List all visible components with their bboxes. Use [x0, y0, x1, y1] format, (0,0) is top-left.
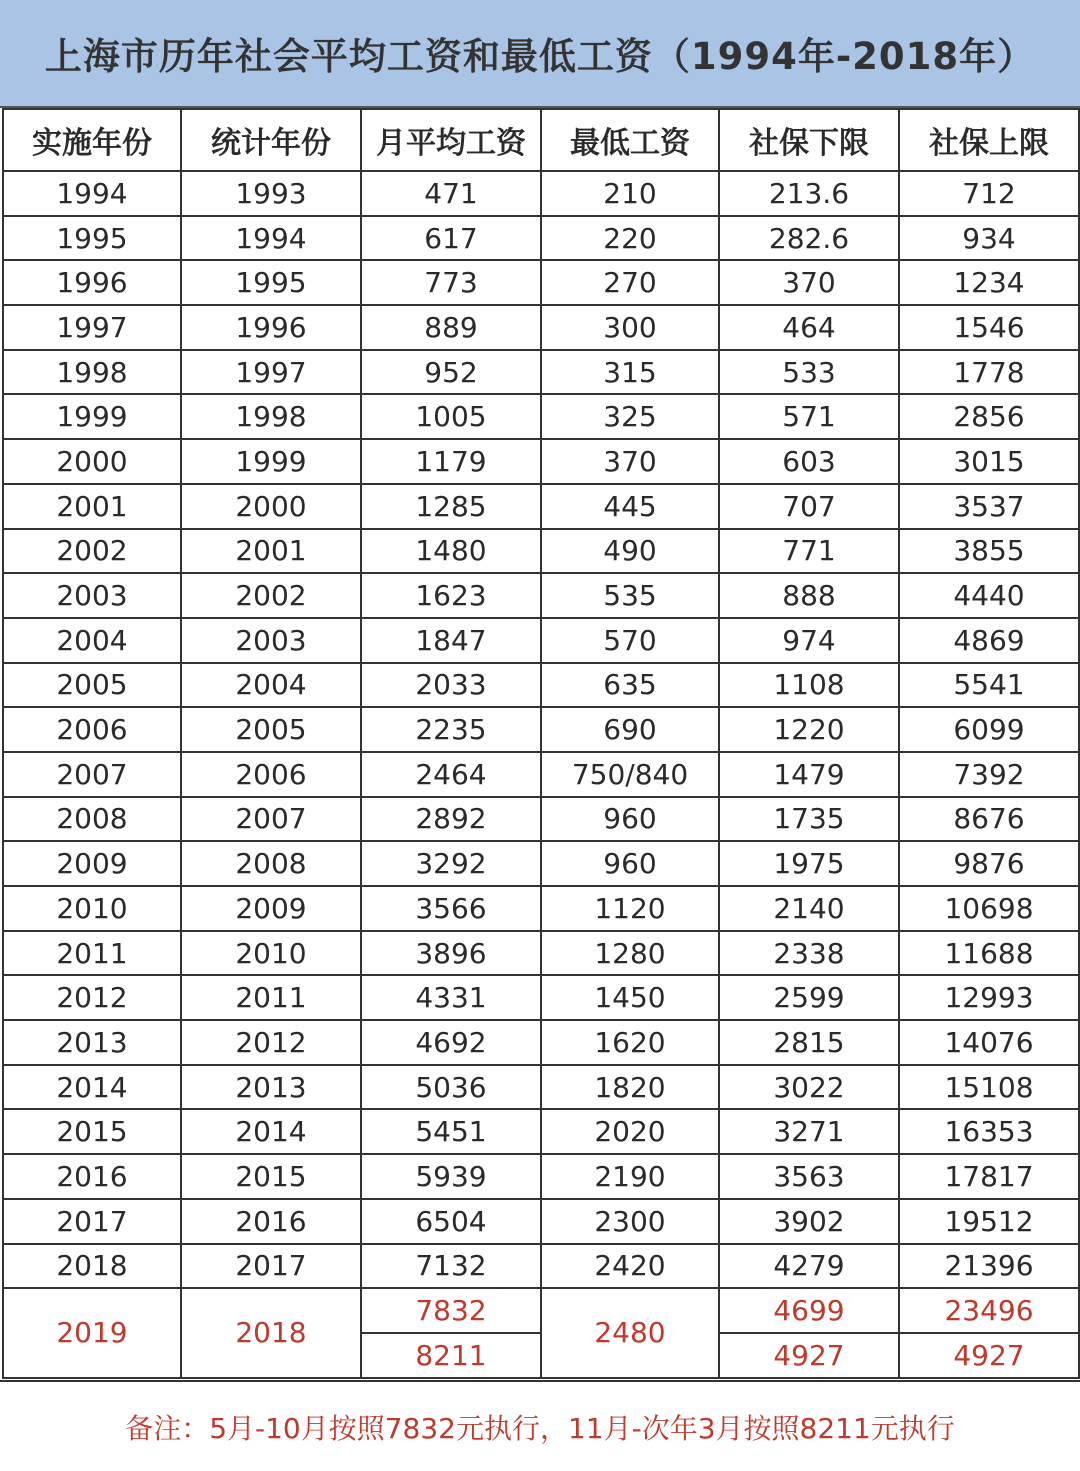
table-row: [3, 529, 1079, 574]
cell-impl-year: 2009: [3, 841, 181, 886]
cell-stat-year: 2009: [181, 886, 361, 931]
cell-min-wage: 2020: [541, 1109, 719, 1154]
cell-ss-high: 1546: [899, 305, 1079, 350]
cell-stat-year: 2013: [181, 1065, 361, 1110]
cell-min-wage: 370: [541, 439, 719, 484]
cell-ss-low: 1479: [719, 752, 899, 797]
cell-min-wage: 535: [541, 573, 719, 618]
table-row: [3, 841, 1079, 886]
table-row: [3, 1109, 1079, 1154]
cell-stat-year: 2015: [181, 1154, 361, 1199]
cell-impl-year: 1999: [3, 394, 181, 439]
table-row: [3, 663, 1079, 708]
cell-ss-low: 4279: [719, 1244, 899, 1289]
cell-ss-high-b: 4927: [899, 1333, 1079, 1378]
cell-avg-wage: 2235: [361, 707, 541, 752]
cell-stat-year: 1996: [181, 305, 361, 350]
cell-avg-wage: 3896: [361, 931, 541, 976]
cell-ss-high: 3537: [899, 484, 1079, 529]
cell-ss-low: 533: [719, 350, 899, 395]
cell-avg-wage: 1285: [361, 484, 541, 529]
cell-stat-year: 2008: [181, 841, 361, 886]
cell-ss-low: 3563: [719, 1154, 899, 1199]
cell-min-wage: 300: [541, 305, 719, 350]
cell-impl-year: 2003: [3, 573, 181, 618]
table-row: [3, 886, 1079, 931]
cell-ss-high: 19512: [899, 1199, 1079, 1244]
table-row: [3, 573, 1079, 618]
cell-ss-high: 4440: [899, 573, 1079, 618]
cell-ss-low: 1220: [719, 707, 899, 752]
cell-avg-wage: 1179: [361, 439, 541, 484]
cell-avg-wage: 617: [361, 216, 541, 261]
cell-stat-year: 2018: [181, 1288, 361, 1377]
table-body-2019: [3, 1288, 1079, 1377]
cell-impl-year: 2008: [3, 797, 181, 842]
cell-ss-high: 934: [899, 216, 1079, 261]
table-row: [3, 260, 1079, 305]
cell-impl-year: 2012: [3, 975, 181, 1020]
cell-avg-wage: 1005: [361, 394, 541, 439]
cell-ss-high: 2856: [899, 394, 1079, 439]
cell-impl-year: 1998: [3, 350, 181, 395]
cell-stat-year: 2003: [181, 618, 361, 663]
cell-avg-wage: 2464: [361, 752, 541, 797]
table-row: [3, 752, 1079, 797]
cell-stat-year: 1995: [181, 260, 361, 305]
cell-min-wage: 2300: [541, 1199, 719, 1244]
cell-ss-high: 17817: [899, 1154, 1079, 1199]
cell-avg-wage: 471: [361, 171, 541, 216]
cell-impl-year: 2016: [3, 1154, 181, 1199]
table-row: [3, 707, 1079, 752]
cell-ss-low: 571: [719, 394, 899, 439]
cell-stat-year: 2010: [181, 931, 361, 976]
cell-ss-high: 9876: [899, 841, 1079, 886]
note-text: 备注：5月-10月按照7832元执行，11月-次年3月按照8211元执行: [125, 1411, 955, 1445]
cell-ss-low: 3271: [719, 1109, 899, 1154]
cell-min-wage: 635: [541, 663, 719, 708]
cell-ss-high: 4869: [899, 618, 1079, 663]
col-header-stat-year: 统计年份: [181, 109, 361, 171]
cell-impl-year: 2004: [3, 618, 181, 663]
cell-min-wage: 220: [541, 216, 719, 261]
cell-avg-wage: 5939: [361, 1154, 541, 1199]
cell-min-wage: 690: [541, 707, 719, 752]
cell-avg-wage: 4331: [361, 975, 541, 1020]
header-row: [3, 109, 1079, 171]
cell-avg-wage: 3566: [361, 886, 541, 931]
col-header-ss-high: 社保上限: [899, 109, 1079, 171]
cell-avg-wage: 2033: [361, 663, 541, 708]
cell-ss-high: 12993: [899, 975, 1079, 1020]
cell-ss-low: 2815: [719, 1020, 899, 1065]
cell-min-wage: 445: [541, 484, 719, 529]
cell-stat-year: 2017: [181, 1244, 361, 1289]
cell-avg-wage-b: 8211: [361, 1333, 541, 1378]
cell-ss-low: 2338: [719, 931, 899, 976]
cell-avg-wage-a: 7832: [361, 1288, 541, 1333]
cell-ss-low: 282.6: [719, 216, 899, 261]
cell-stat-year: 2016: [181, 1199, 361, 1244]
cell-ss-low: 1975: [719, 841, 899, 886]
cell-stat-year: 1999: [181, 439, 361, 484]
table-row-2019: [3, 1288, 1079, 1333]
cell-stat-year: 2006: [181, 752, 361, 797]
cell-min-wage: 2480: [541, 1288, 719, 1377]
cell-min-wage: 2420: [541, 1244, 719, 1289]
cell-min-wage: 960: [541, 841, 719, 886]
cell-impl-year: 2011: [3, 931, 181, 976]
cell-impl-year: 2001: [3, 484, 181, 529]
cell-impl-year: 2017: [3, 1199, 181, 1244]
cell-stat-year: 2004: [181, 663, 361, 708]
col-header-impl-year: 实施年份: [3, 109, 181, 171]
table-row: [3, 1020, 1079, 1065]
wage-table: [2, 108, 1080, 1379]
cell-ss-high: 14076: [899, 1020, 1079, 1065]
cell-min-wage: 270: [541, 260, 719, 305]
cell-ss-low: 2140: [719, 886, 899, 931]
cell-stat-year: 2000: [181, 484, 361, 529]
table-row: [3, 171, 1079, 216]
cell-impl-year: 2015: [3, 1109, 181, 1154]
cell-avg-wage: 3292: [361, 841, 541, 886]
table-title-bar: [0, 0, 1080, 108]
cell-ss-low-b: 4927: [719, 1333, 899, 1378]
cell-avg-wage: 1847: [361, 618, 541, 663]
table-row: [3, 439, 1079, 484]
cell-ss-high: 8676: [899, 797, 1079, 842]
cell-avg-wage: 773: [361, 260, 541, 305]
col-header-avg-wage: 月平均工资: [361, 109, 541, 171]
cell-ss-high: 10698: [899, 886, 1079, 931]
cell-min-wage: 750/840: [541, 752, 719, 797]
cell-ss-low: 1735: [719, 797, 899, 842]
cell-ss-low: 771: [719, 529, 899, 574]
cell-ss-high: 5541: [899, 663, 1079, 708]
table-row: [3, 797, 1079, 842]
cell-avg-wage: 5036: [361, 1065, 541, 1110]
cell-impl-year: 1996: [3, 260, 181, 305]
cell-ss-low: 2599: [719, 975, 899, 1020]
cell-ss-low: 603: [719, 439, 899, 484]
cell-stat-year: 2011: [181, 975, 361, 1020]
cell-ss-high-a: 23496: [899, 1288, 1079, 1333]
table-row: [3, 1154, 1079, 1199]
cell-stat-year: 2007: [181, 797, 361, 842]
cell-impl-year: 2019: [3, 1288, 181, 1377]
cell-min-wage: 570: [541, 618, 719, 663]
cell-stat-year: 2002: [181, 573, 361, 618]
cell-min-wage: 315: [541, 350, 719, 395]
cell-min-wage: 490: [541, 529, 719, 574]
cell-ss-high: 1234: [899, 260, 1079, 305]
cell-impl-year: 2018: [3, 1244, 181, 1289]
cell-impl-year: 2010: [3, 886, 181, 931]
cell-ss-high: 6099: [899, 707, 1079, 752]
cell-ss-high: 21396: [899, 1244, 1079, 1289]
cell-min-wage: 210: [541, 171, 719, 216]
cell-ss-low: 974: [719, 618, 899, 663]
table-title: 上海市历年社会平均工资和最低工资（1994年-2018年）: [44, 35, 1036, 78]
cell-ss-low: 464: [719, 305, 899, 350]
cell-avg-wage: 1623: [361, 573, 541, 618]
cell-avg-wage: 2892: [361, 797, 541, 842]
cell-ss-low: 213.6: [719, 171, 899, 216]
cell-avg-wage: 6504: [361, 1199, 541, 1244]
cell-ss-high: 16353: [899, 1109, 1079, 1154]
cell-impl-year: 2002: [3, 529, 181, 574]
cell-stat-year: 2005: [181, 707, 361, 752]
cell-ss-high: 11688: [899, 931, 1079, 976]
cell-avg-wage: 889: [361, 305, 541, 350]
cell-avg-wage: 5451: [361, 1109, 541, 1154]
table-row: [3, 484, 1079, 529]
cell-stat-year: 2014: [181, 1109, 361, 1154]
cell-min-wage: 1450: [541, 975, 719, 1020]
cell-stat-year: 1997: [181, 350, 361, 395]
cell-ss-low: 370: [719, 260, 899, 305]
cell-impl-year: 2013: [3, 1020, 181, 1065]
cell-min-wage: 1820: [541, 1065, 719, 1110]
table-row: [3, 305, 1079, 350]
table-row: [3, 1065, 1079, 1110]
table-row: [3, 216, 1079, 261]
cell-ss-high: 1778: [899, 350, 1079, 395]
cell-impl-year: 2014: [3, 1065, 181, 1110]
cell-ss-low: 888: [719, 573, 899, 618]
table-row: [3, 1244, 1079, 1289]
cell-min-wage: 960: [541, 797, 719, 842]
cell-avg-wage: 7132: [361, 1244, 541, 1289]
cell-min-wage: 2190: [541, 1154, 719, 1199]
cell-ss-high: 3855: [899, 529, 1079, 574]
note-bar: [0, 1380, 1080, 1471]
cell-stat-year: 1998: [181, 394, 361, 439]
cell-min-wage: 1120: [541, 886, 719, 931]
cell-min-wage: 1620: [541, 1020, 719, 1065]
cell-avg-wage: 1480: [361, 529, 541, 574]
cell-stat-year: 1994: [181, 216, 361, 261]
cell-ss-high: 7392: [899, 752, 1079, 797]
cell-impl-year: 2000: [3, 439, 181, 484]
cell-ss-high: 3015: [899, 439, 1079, 484]
table-row: [3, 1199, 1079, 1244]
col-header-ss-low: 社保下限: [719, 109, 899, 171]
cell-min-wage: 1280: [541, 931, 719, 976]
cell-min-wage: 325: [541, 394, 719, 439]
cell-impl-year: 2006: [3, 707, 181, 752]
table-body: [3, 171, 1079, 1288]
cell-ss-low: 3902: [719, 1199, 899, 1244]
cell-ss-low: 1108: [719, 663, 899, 708]
table-row: [3, 350, 1079, 395]
col-header-min-wage: 最低工资: [541, 109, 719, 171]
table-row: [3, 975, 1079, 1020]
cell-impl-year: 2005: [3, 663, 181, 708]
cell-ss-low: 707: [719, 484, 899, 529]
cell-ss-high: 712: [899, 171, 1079, 216]
cell-ss-low: 3022: [719, 1065, 899, 1110]
cell-ss-high: 15108: [899, 1065, 1079, 1110]
cell-avg-wage: 952: [361, 350, 541, 395]
table-row: [3, 394, 1079, 439]
cell-impl-year: 1995: [3, 216, 181, 261]
cell-stat-year: 2012: [181, 1020, 361, 1065]
cell-impl-year: 1997: [3, 305, 181, 350]
cell-stat-year: 2001: [181, 529, 361, 574]
cell-avg-wage: 4692: [361, 1020, 541, 1065]
cell-impl-year: 2007: [3, 752, 181, 797]
cell-stat-year: 1993: [181, 171, 361, 216]
table-row: [3, 618, 1079, 663]
cell-ss-low-a: 4699: [719, 1288, 899, 1333]
cell-impl-year: 1994: [3, 171, 181, 216]
table-row: [3, 931, 1079, 976]
